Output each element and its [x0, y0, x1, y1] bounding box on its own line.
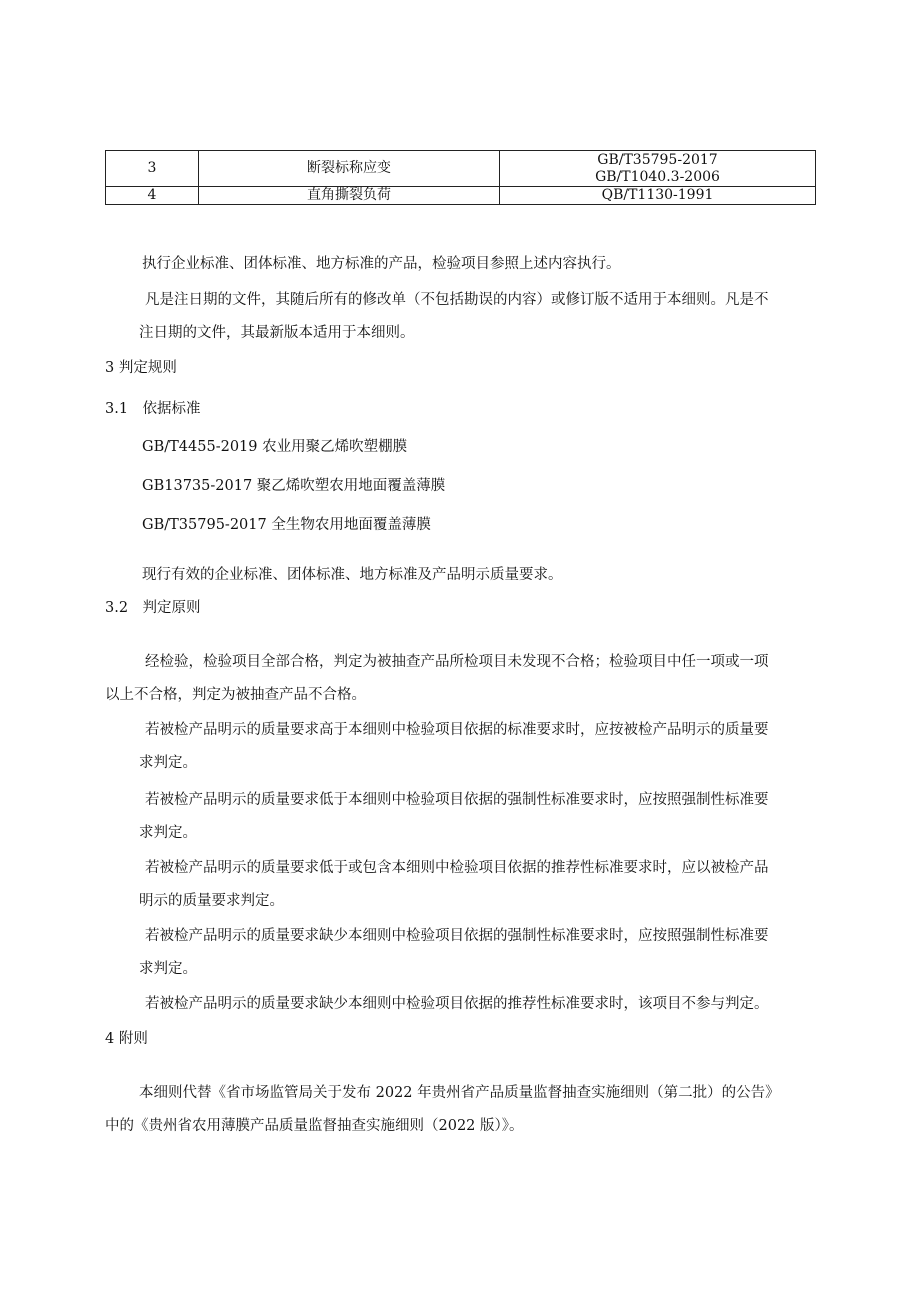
item-name: 断裂标称应变 — [199, 151, 500, 187]
rule-paragraph — [105, 920, 817, 986]
paragraph-line: 以上不合格，判定为被抽查产品不合格。 — [105, 687, 366, 703]
item-number: 3 — [106, 151, 199, 187]
heading-basis-standards: 3.1 依据标准 — [105, 401, 201, 417]
paragraph-line: 若被检产品明示的质量要求缺少本细则中检验项目依据的强制性标准要求时，应按照强制性标准要 — [145, 928, 769, 944]
standard-code: GB/T1040.3-2006 — [595, 168, 720, 185]
heading-judgment-principles: 3.2 判定原则 — [105, 600, 201, 616]
rule-paragraph — [105, 784, 817, 850]
paragraph-line: 注日期的文件，其最新版本适用于本细则。 — [139, 325, 415, 341]
rule-paragraph: 若被检产品明示的质量要求缺少本细则中检验项目依据的推荐性标准要求时，该项目不参与判定。 — [145, 996, 769, 1012]
rule-paragraph — [105, 646, 817, 712]
item-standard — [500, 151, 816, 187]
standard-code: GB/T35795-2017 — [597, 151, 718, 168]
paragraph-line: 明示的质量要求判定。 — [139, 893, 284, 909]
paragraph-line: 若被检产品明示的质量要求低于本细则中检验项目依据的强制性标准要求时，应按照强制性标准要 — [145, 792, 769, 808]
paragraph-line: 求判定。 — [139, 961, 197, 977]
paragraph-line: 中的《贵州省农用薄膜产品质量监督抽查实施细则（2022 版）》。 — [105, 1118, 524, 1134]
rule-paragraph — [105, 852, 817, 918]
item-number: 4 — [106, 187, 199, 205]
paragraph-line: 凡是注日期的文件，其随后所有的修改单（不包括勘误的内容）或修订版不适用于本细则。凡是不 — [145, 292, 769, 308]
paragraph-line: 求判定。 — [139, 825, 197, 841]
item-name: 直角撕裂负荷 — [199, 187, 500, 205]
standard-code: QB/T1130-1991 — [601, 187, 714, 203]
paragraph-line: 若被检产品明示的质量要求高于本细则中检验项目依据的标准要求时，应按被检产品明示的质量要 — [145, 722, 769, 738]
paragraph-line: 若被检产品明示的质量要求低于或包含本细则中检验项目依据的推荐性标准要求时，应以被检产品 — [145, 860, 769, 876]
paragraph-enterprise-standards: 执行企业标准、团体标准、地方标准的产品，检验项目参照上述内容执行。 — [142, 256, 621, 272]
paragraph-dated-documents — [105, 284, 817, 350]
table-row — [106, 187, 816, 205]
item-standard — [500, 187, 816, 205]
standard-item: GB/T35795-2017 全生物农用地面覆盖薄膜 — [142, 517, 431, 533]
paragraph-replacement-notice — [105, 1077, 817, 1143]
heading-supplementary-provisions: 4 附则 — [105, 1031, 148, 1047]
rule-paragraph — [105, 714, 817, 780]
table-row — [106, 151, 816, 187]
inspection-items-table — [105, 150, 816, 205]
heading-judgment-rules: 3 判定规则 — [105, 360, 177, 376]
paragraph-effective-standards: 现行有效的企业标准、团体标准、地方标准及产品明示质量要求。 — [142, 567, 563, 583]
standard-item: GB/T4455-2019 农业用聚乙烯吹塑棚膜 — [142, 439, 408, 455]
paragraph-line: 求判定。 — [139, 755, 197, 771]
paragraph-line: 经检验，检验项目全部合格，判定为被抽查产品所检项目未发现不合格；检验项目中任一项或一项 — [145, 654, 769, 670]
paragraph-line: 本细则代替《省市场监管局关于发布 2022 年贵州省产品质量监督抽查实施细则（第二批）的公告》 — [139, 1085, 780, 1101]
standard-item: GB13735-2017 聚乙烯吹塑农用地面覆盖薄膜 — [142, 478, 446, 494]
